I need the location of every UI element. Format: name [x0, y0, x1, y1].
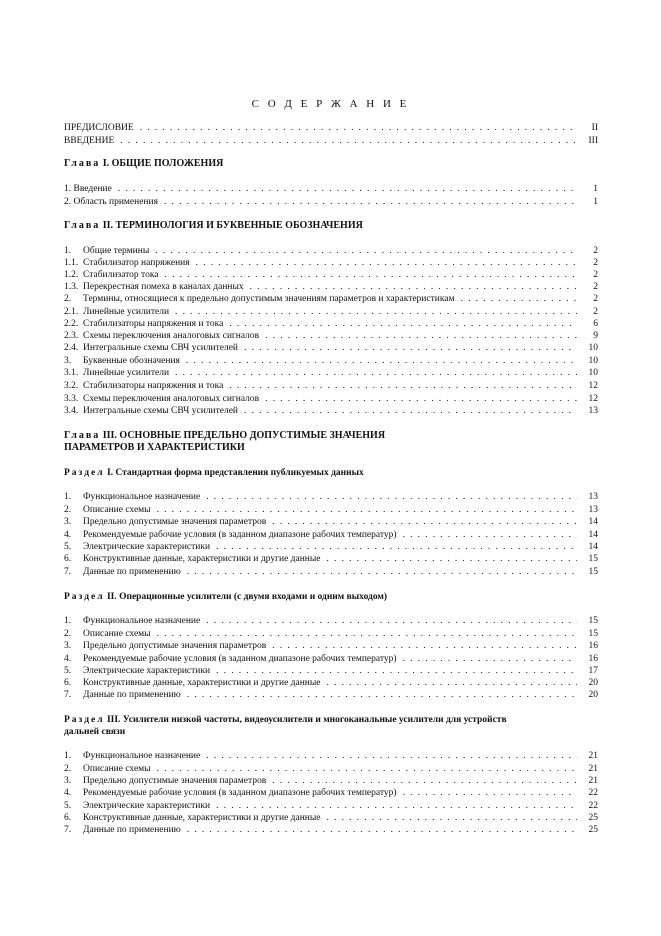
- toc-entry-number: 1.: [64, 616, 72, 626]
- toc-entry-text: Описание схемы: [83, 629, 151, 639]
- toc-entry-text: Буквенные обозначения: [83, 356, 180, 366]
- toc-entry[interactable]: [64, 196, 598, 209]
- leader-dots: [187, 689, 577, 702]
- chapter-title-continued: ПАРАМЕТРОВ И ХАРАКТЕРИСТИКИ: [64, 442, 245, 453]
- toc-entry[interactable]: [64, 787, 598, 800]
- toc-entry-number: 3.1.: [64, 368, 79, 378]
- toc-entry-text: Стабилизатор тока: [83, 270, 159, 280]
- toc-entry-number: 3.: [64, 517, 72, 527]
- toc-entry-page: 9: [593, 331, 598, 341]
- toc-entry-page: 21: [588, 776, 598, 786]
- toc-entry-text: Стабилизаторы напряжения и тока: [83, 319, 224, 329]
- toc-entry-page: 14: [588, 542, 598, 552]
- toc-entry-number: 3.2.: [64, 381, 79, 391]
- toc-entry-text: Стабилизатор напряжения: [83, 258, 190, 268]
- toc-entry[interactable]: [64, 122, 598, 135]
- toc-entry-text: Рекомендуемые рабочие условия (в заданном диапазоне рабочих температур): [83, 530, 397, 540]
- toc-entry-text: Линейные усилители: [83, 368, 170, 378]
- chapter-label: Глава: [64, 158, 101, 169]
- toc-entry-page: 2: [593, 270, 598, 280]
- toc-entry-number: 5.: [64, 801, 72, 811]
- toc-entry-number: 4.: [64, 654, 72, 664]
- toc-entry-page: 12: [588, 394, 598, 404]
- toc-entry-text: Предельно допустимые значения параметров: [83, 641, 267, 651]
- leader-dots: [272, 640, 577, 653]
- toc-entry-page: 12: [588, 381, 598, 391]
- toc-entry-page: 16: [588, 641, 598, 651]
- toc-entry-text: Данные по применению: [83, 825, 181, 835]
- toc-entry-text: Перекрестная помеха в каналах данных: [83, 282, 244, 292]
- toc-entry-text: Предельно допустимые значения параметров: [83, 517, 267, 527]
- toc-entry-text: ПРЕДИСЛОВИЕ: [64, 123, 134, 133]
- section-label: Раздел: [64, 715, 105, 725]
- toc-entry-page: 2: [593, 294, 598, 304]
- toc-entry-text: Электрические характеристики: [83, 542, 211, 552]
- toc-entry-page: 17: [588, 666, 598, 676]
- toc-entry-page: 14: [588, 530, 598, 540]
- toc-entry[interactable]: [64, 516, 598, 529]
- toc-entry[interactable]: [64, 342, 598, 355]
- toc-entry-number: 6.: [64, 678, 72, 688]
- toc-entry-text: Предельно допустимые значения параметров: [83, 776, 267, 786]
- chapter-heading: [64, 220, 598, 232]
- chapter-label: Глава: [64, 220, 101, 231]
- toc-entry-page: 10: [588, 356, 598, 366]
- toc-entry-number: 1.1.: [64, 258, 79, 268]
- toc-entry-number: 2.2.: [64, 319, 79, 329]
- toc-entry-text: Рекомендуемые рабочие условия (в заданном диапазоне рабочих температур): [83, 654, 397, 664]
- toc-entry-number: 7.: [64, 825, 72, 835]
- toc-entry-page: 15: [588, 554, 598, 564]
- toc-entry-number: 3.: [64, 641, 72, 651]
- toc-entry-number: 2.4.: [64, 343, 79, 353]
- toc-entry-number: 5.: [64, 666, 72, 676]
- toc-entry-text: Функциональное назначение: [83, 492, 201, 502]
- toc-entry-page: 15: [588, 616, 598, 626]
- leader-dots: [187, 566, 577, 579]
- toc-entry-text: ВВЕДЕНИЕ: [64, 136, 115, 146]
- toc-entry-page: 2: [593, 307, 598, 317]
- leader-dots: [164, 196, 577, 209]
- toc-entry[interactable]: [64, 367, 598, 380]
- toc-entry[interactable]: [64, 689, 598, 702]
- toc-entry-number: 3.: [64, 356, 72, 366]
- toc-entry-page: 20: [588, 678, 598, 688]
- toc-entry-text: Данные по применению: [83, 690, 181, 700]
- section-title: III. Усилители низкой частоты, видеоусилители и многоканальные усилители для устройств: [106, 715, 507, 725]
- toc-entry-number: 1.: [64, 751, 72, 761]
- toc-entry-number: 1.: [64, 492, 72, 502]
- toc-entry-number: 6.: [64, 813, 72, 823]
- toc-entry-page: II: [591, 123, 598, 133]
- toc-entry-page: 16: [588, 654, 598, 664]
- page-title: С О Д Е Р Ж А Н И Е: [251, 98, 410, 110]
- toc-entry-page: 13: [588, 406, 598, 416]
- leader-dots: [229, 380, 577, 393]
- leader-dots: [272, 516, 577, 529]
- toc-entry-text: 2. Область применения: [64, 197, 158, 207]
- toc-entry-page: 21: [588, 764, 598, 774]
- toc-entry-text: Термины, относящиеся к предельно допустимым значениям параметров и характеристикам: [83, 294, 455, 304]
- toc-entry-text: Электрические характеристики: [83, 666, 211, 676]
- leader-dots: [120, 135, 577, 148]
- section-heading: [64, 467, 598, 479]
- toc-entry-text: Описание схемы: [83, 764, 151, 774]
- toc-entry-page: 6: [593, 319, 598, 329]
- toc-entry[interactable]: [64, 183, 598, 196]
- toc-entry-number: 7.: [64, 690, 72, 700]
- toc-entry-text: Общие термины: [83, 246, 150, 256]
- toc-entry-number: 4.: [64, 530, 72, 540]
- leader-dots: [206, 750, 577, 763]
- toc-entry-text: Конструктивные данные, характеристики и другие данные: [83, 678, 321, 688]
- toc-entry-text: Линейные усилители: [83, 307, 170, 317]
- chapter-title: III. ОСНОВНЫЕ ПРЕДЕЛЬНО ДОПУСТИМЫЕ ЗНАЧЕНИЯ: [102, 430, 386, 441]
- section-label: Раздел: [64, 592, 105, 602]
- toc-entry-text: Стабилизаторы напряжения и тока: [83, 381, 224, 391]
- toc-entry[interactable]: [64, 640, 598, 653]
- toc-entry[interactable]: [64, 491, 598, 504]
- toc-entry-number: 2.: [64, 764, 72, 774]
- toc-entry-text: Схемы переключения аналоговых сигналов: [83, 331, 260, 341]
- toc-entry-page: 2: [593, 282, 598, 292]
- toc-entry-text: Схемы переключения аналоговых сигналов: [83, 394, 260, 404]
- toc-entry-number: 5.: [64, 542, 72, 552]
- leader-dots: [206, 491, 577, 504]
- toc-entry-number: 1.: [64, 246, 72, 256]
- toc-entry-number: 3.3.: [64, 394, 79, 404]
- toc-entry-page: 2: [593, 246, 598, 256]
- toc-entry-number: 2.: [64, 629, 72, 639]
- toc-entry-page: 10: [588, 343, 598, 353]
- toc-entry-page: 13: [588, 505, 598, 515]
- toc-entry-page: III: [588, 136, 598, 146]
- section-title: II. Операционные усилители (с двумя входами и одним выходом): [106, 592, 388, 602]
- toc-entry-page: 2: [593, 258, 598, 268]
- toc-entry-page: 1: [593, 184, 598, 194]
- toc-entry-page: 1: [593, 197, 598, 207]
- chapter-label: Глава: [64, 430, 101, 441]
- toc-entry-number: 2.: [64, 294, 72, 304]
- leader-dots: [187, 824, 577, 837]
- toc-entry[interactable]: [64, 380, 598, 393]
- toc-entry-text: 1. Введение: [64, 184, 112, 194]
- toc-entry-page: 15: [588, 629, 598, 639]
- leader-dots: [118, 183, 577, 196]
- toc-entry-number: 7.: [64, 567, 72, 577]
- toc-entry-number: 2.3.: [64, 331, 79, 341]
- toc-entry[interactable]: [64, 405, 598, 418]
- leader-dots: [244, 405, 577, 418]
- leader-dots: [244, 342, 577, 355]
- section-title-continued: дальней связи: [64, 727, 126, 737]
- chapter-title: I. ОБЩИЕ ПОЛОЖЕНИЯ: [102, 158, 224, 169]
- toc-entry-text: Данные по применению: [83, 567, 181, 577]
- toc-entry-number: 1.3.: [64, 282, 79, 292]
- toc-entry-number: 2.1.: [64, 307, 79, 317]
- toc-entry-number: 6.: [64, 554, 72, 564]
- leader-dots: [175, 367, 577, 380]
- toc-entry[interactable]: [64, 615, 598, 628]
- leader-dots: [206, 615, 577, 628]
- leader-dots: [461, 293, 577, 306]
- toc-entry-text: Электрические характеристики: [83, 801, 211, 811]
- leader-dots: [403, 787, 577, 800]
- chapter-title: II. ТЕРМИНОЛОГИЯ И БУКВЕННЫЕ ОБОЗНАЧЕНИЯ: [102, 220, 363, 231]
- toc-entry-text: Описание схемы: [83, 505, 151, 515]
- chapter-heading: [64, 430, 598, 454]
- toc-entry-text: Функциональное назначение: [83, 616, 201, 626]
- toc-entry[interactable]: [64, 824, 598, 837]
- toc-entry-page: 22: [588, 788, 598, 798]
- toc-entry[interactable]: [64, 135, 598, 148]
- toc-entry[interactable]: [64, 750, 598, 763]
- toc-entry[interactable]: [64, 293, 598, 306]
- toc-entry-text: Конструктивные данные, характеристики и другие данные: [83, 554, 321, 564]
- section-label: Раздел: [64, 468, 105, 478]
- section-heading: [64, 714, 598, 738]
- toc-entry-page: 20: [588, 690, 598, 700]
- chapter-heading: [64, 158, 598, 170]
- toc-entry-page: 22: [588, 801, 598, 811]
- toc-entry-number: 1.2.: [64, 270, 79, 280]
- toc-entry-number: 4.: [64, 788, 72, 798]
- leader-dots: [140, 122, 577, 135]
- toc-entry-text: Рекомендуемые рабочие условия (в заданном диапазоне рабочих температур): [83, 788, 397, 798]
- toc-entry-text: Интегральные схемы СВЧ усилителей: [83, 343, 239, 353]
- toc-entry-page: 10: [588, 368, 598, 378]
- toc-entry-page: 25: [588, 825, 598, 835]
- toc-entry-text: Функциональное назначение: [83, 751, 201, 761]
- toc-entry-page: 13: [588, 492, 598, 502]
- toc-entry-text: Интегральные схемы СВЧ усилителей: [83, 406, 239, 416]
- toc-entry-text: Конструктивные данные, характеристики и другие данные: [83, 813, 321, 823]
- leader-dots: [326, 553, 577, 566]
- toc-entry-page: 15: [588, 567, 598, 577]
- toc-entry-page: 25: [588, 813, 598, 823]
- section-title: I. Стандартная форма представления публикуемых данных: [106, 468, 364, 478]
- toc-entry-number: 3.4.: [64, 406, 79, 416]
- toc-entry-number: 3.: [64, 776, 72, 786]
- toc-entry[interactable]: [64, 566, 598, 579]
- toc-entry-number: 2.: [64, 505, 72, 515]
- toc-entry[interactable]: [64, 553, 598, 566]
- section-heading: [64, 591, 598, 603]
- toc-entry-page: 21: [588, 751, 598, 761]
- toc-entry-page: 14: [588, 517, 598, 527]
